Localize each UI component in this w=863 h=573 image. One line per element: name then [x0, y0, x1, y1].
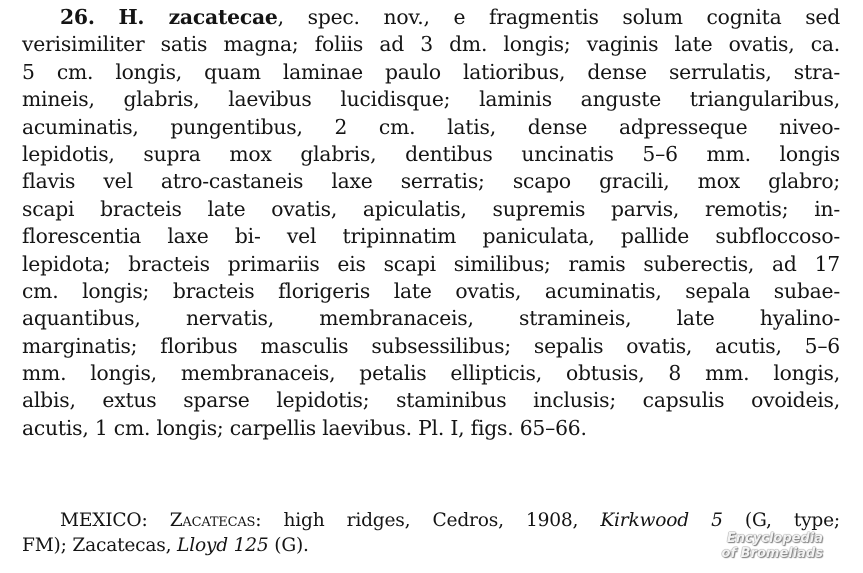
description-line-13: marginatis; floribus masculis subsessilibus; sepalis ovatis, acutis, 5–6 — [22, 333, 840, 358]
description-line-14: mm. longis, membranaceis, petalis ellipticis, obtusis, 8 mm. longis, — [22, 361, 840, 386]
specimen-citation — [22, 508, 840, 558]
description-text: , spec. nov., e fragmentis solum cognita sed — [277, 5, 840, 29]
specimen-herbarium-1: (G, type; — [744, 510, 840, 531]
watermark-line-2: of Bromeliads — [721, 546, 823, 561]
description-line-9: florescentia laxe bi- vel tripinnatim paniculata, pallide subfloccoso- — [22, 224, 840, 249]
description-line-1 — [22, 4, 840, 31]
description-line-11: cm. longis; bracteis florigeris late ovatis, acuminatis, sepala subae- — [22, 278, 840, 303]
specimen-line-1 — [22, 508, 840, 533]
description-line-5: acuminatis, pungentibus, 2 cm. latis, dense adpresseque niveo- — [22, 114, 840, 139]
description-line-3: 5 cm. longis, quam laminae paulo latioribus, dense serrulatis, stra- — [22, 59, 840, 84]
description-line-12: aquantibus, nervatis, membranaceis, stramineis, late hyalino- — [22, 306, 840, 331]
specimen-locality-2: Zacatecas, — [72, 535, 172, 556]
specimen-herbarium-2: (G). — [274, 535, 309, 556]
specimen-country: MEXICO: — [60, 510, 148, 531]
watermark-line-1: Encyclopedia — [726, 531, 823, 546]
description-line-15: albis, extus sparse lepidotis; staminibus inclusis; capsulis ovoideis, — [22, 388, 840, 413]
description-line-8: scapi bracteis late ovatis, apiculatis, supremis parvis, remotis; in- — [22, 196, 840, 221]
description-line-2: verisimiliter satis magna; foliis ad 3 dm. longis; vaginis late ovatis, ca. — [22, 32, 840, 57]
specimen-line-2 — [22, 533, 840, 558]
description-line-16: acutis, 1 cm. longis; carpellis laevibus. Pl. I, figs. 65–66. — [22, 415, 587, 440]
description-line-7: flavis vel atro-castaneis laxe serratis; scapo gracili, mox glabro; — [22, 169, 840, 194]
species-name: H. zacatecae — [118, 5, 278, 29]
specimen-collector-1: Kirkwood 5 — [600, 510, 723, 531]
specimen-herbarium-1-cont: FM); — [22, 535, 67, 556]
description-line-6: lepidotis, supra mox glabris, dentibus uncinatis 5–6 mm. longis — [22, 141, 840, 166]
specimen-locality: high ridges, Cedros, 1908, — [283, 510, 579, 531]
description-line-4: mineis, glabris, laevibus lucidisque; laminis anguste triangularibus, — [22, 87, 840, 112]
specimen-state: Zacatecas: — [169, 510, 262, 531]
species-number: 26. — [60, 5, 95, 29]
description-line-10: lepidota; bracteis primariis eis scapi similibus; ramis suberectis, ad 17 — [22, 251, 840, 276]
specimen-collector-2: Lloyd 125 — [177, 535, 269, 556]
species-description — [22, 4, 840, 442]
